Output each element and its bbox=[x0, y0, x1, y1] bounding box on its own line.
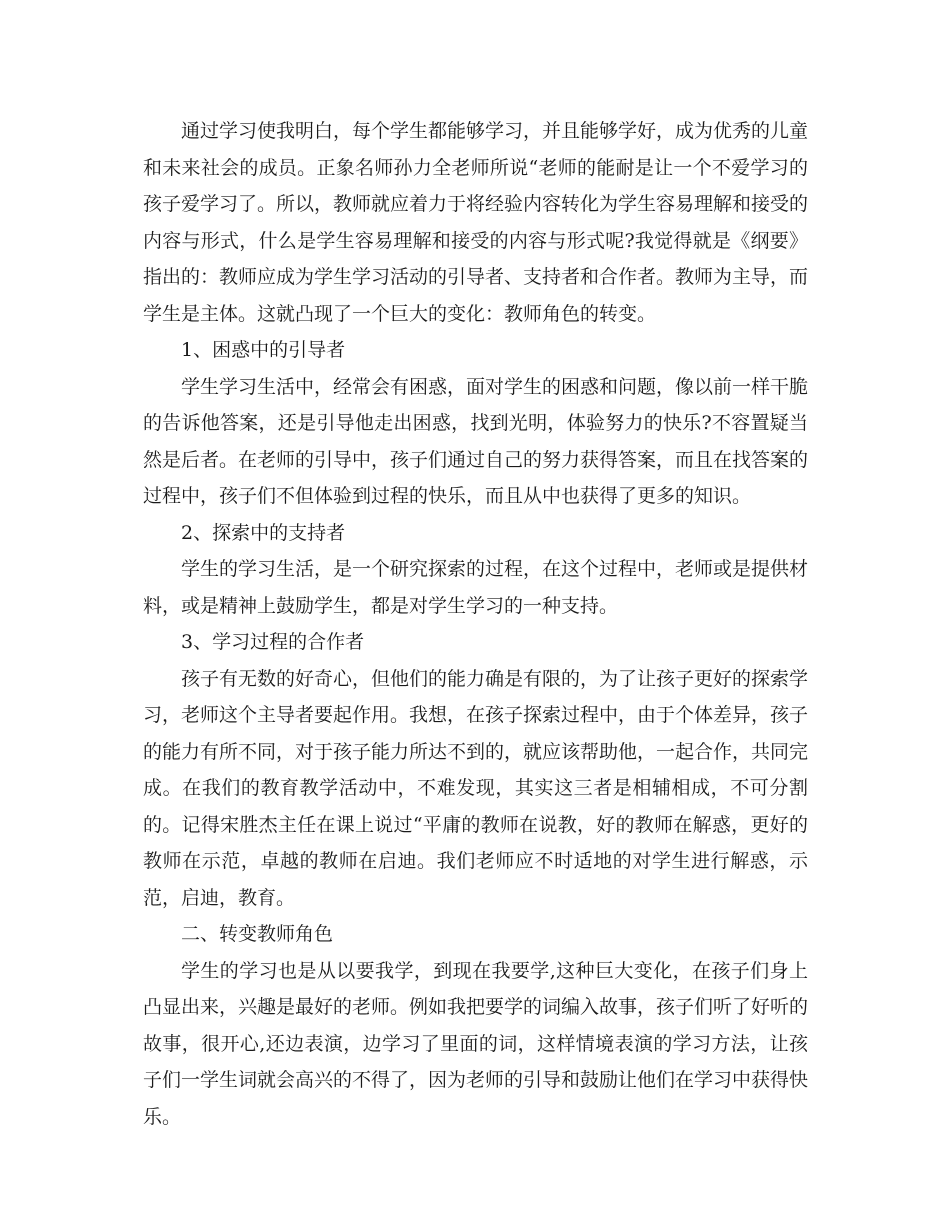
heading-role-change: 二、转变教师角色 bbox=[181, 923, 334, 945]
paragraph-supporter: 学生的学习生活，是一个研究探索的过程，在这个过程中，老师或是提供材料，或是精神上鼓励学生，都是对学生学习的一种支持。 bbox=[143, 558, 809, 617]
paragraph-role-change: 学生的学习也是从以要我学，到现在我要学,这种巨大变化，在孩子们身上凸显出来，兴趣是最好的老师。例如我把要学的词编入故事，孩子们听了好听的故事，很开心,还边表演，边学习了里面的词，这样情境表演的学习方法，让孩子们一学生词就会高兴的不得了，因为老师的引导和鼓励让他们在学习中获得快乐。 bbox=[143, 959, 809, 1128]
heading-cooperator: 3、学习过程的合作者 bbox=[181, 631, 365, 653]
paragraph-intro: 通过学习使我明白，每个学生都能够学习，并且能够学好，成为优秀的儿童和未来社会的成员。正象名师孙力全老师所说“老师的能耐是让一个不爱学习的孩子爱学习了。所以，教师就应着力于将经验内容转化为学生容易理解和接受的内容与形式，什么是学生容易理解和接受的内容与形式呢?我觉得就是《纲要》指出的：教师应成为学生学习活动的引导者、支持者和合作者。教师为主导，而学生是主体。这就凸现了一个巨大的变化：教师角色的转变。 bbox=[143, 120, 809, 325]
document-page bbox=[143, 113, 808, 1135]
heading-supporter: 2、探索中的支持者 bbox=[181, 521, 346, 544]
paragraph-cooperator: 孩子有无数的好奇心，但他们的能力确是有限的，为了让孩子更好的探索学习，老师这个主导者要起作用。我想，在孩子探索过程中，由于个体差异，孩子的能力有所不同，对于孩子能力所达不到的，就应该帮助他，一起合作，共同完成。在我们的教育教学活动中，不难发现，其实这三者是相辅相成，不可分割的。记得宋胜杰主任在课上说过“平庸的教师在说教，好的教师在解惑，更好的教师在示范，卓越的教师在启迪。我们老师应不时适地的对学生进行解惑，示范，启迪，教育。 bbox=[143, 667, 809, 909]
paragraph-guide: 学生学习生活中，经常会有困惑，面对学生的困惑和问题，像以前一样干脆的告诉他答案，还是引导他走出困惑，找到光明，体验努力的快乐?不容置疑当然是后者。在老师的引导中，孩子们通过自己的努力获得答案，而且在找答案的过程中，孩子们不但体验到过程的快乐，而且从中也获得了更多的知识。 bbox=[143, 375, 809, 507]
heading-guide: 1、困惑中的引导者 bbox=[181, 339, 346, 361]
